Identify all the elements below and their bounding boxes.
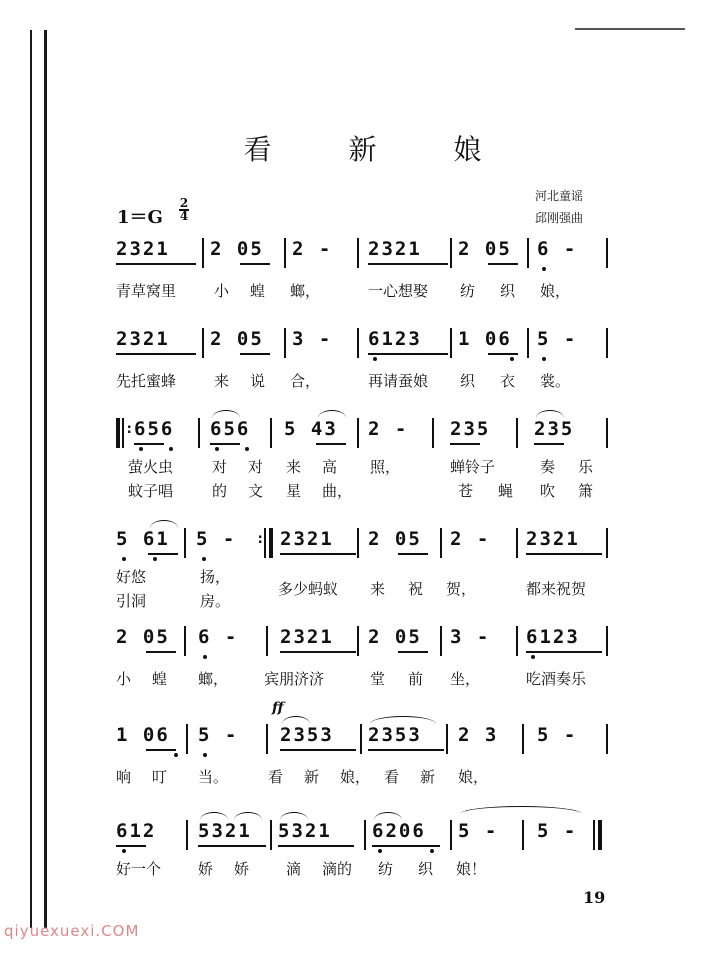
- barline: [186, 820, 188, 850]
- barline: [270, 820, 272, 850]
- measure: 3 -: [292, 328, 333, 350]
- measure: 2 05: [458, 238, 512, 260]
- measure: 612: [116, 820, 157, 842]
- lyric: 房。: [200, 592, 231, 610]
- lyric: 曲，: [322, 482, 353, 500]
- barline: [522, 820, 524, 850]
- lyric: 看: [268, 768, 284, 786]
- underline: [146, 749, 176, 751]
- slur: [200, 812, 228, 820]
- underline: [368, 263, 448, 265]
- measure: 3 -: [450, 626, 491, 648]
- barline: [516, 528, 518, 558]
- measure: 2 05: [116, 626, 170, 648]
- underline: [280, 749, 356, 751]
- lyric: 苍: [458, 482, 474, 500]
- lyric: 贺，: [446, 580, 477, 598]
- measure: 2 -: [450, 528, 491, 550]
- barline: [357, 238, 359, 268]
- slur: [318, 410, 346, 418]
- lyric: 来: [370, 580, 386, 598]
- octave-dot: [122, 557, 126, 561]
- repeat-start-barline: [116, 418, 120, 448]
- lyric: 娇: [198, 860, 214, 878]
- credits: [535, 185, 583, 229]
- lyric: 滴: [286, 860, 302, 878]
- lyric: 萤火虫: [128, 458, 174, 476]
- barline: [202, 238, 204, 268]
- underline: [450, 443, 480, 445]
- octave-dot: [542, 357, 546, 361]
- lyric: 宾朋济济: [264, 670, 325, 688]
- lyric: 的: [212, 482, 228, 500]
- lyric: 娘，: [458, 768, 489, 786]
- barline: [527, 238, 529, 268]
- lyric: 都来祝贺: [526, 580, 587, 598]
- lyric: 螂，: [198, 670, 229, 688]
- lyric: 高: [322, 458, 338, 476]
- lyric: 前: [408, 670, 424, 688]
- octave-dot: [373, 357, 377, 361]
- barline: [184, 528, 186, 558]
- slur: [536, 410, 564, 418]
- measure: 2 05: [368, 626, 422, 648]
- measure: 656: [210, 418, 251, 440]
- measure: 2353: [368, 724, 422, 746]
- barline: [440, 626, 442, 656]
- time-bottom: 4: [179, 208, 189, 223]
- underline: [534, 443, 564, 445]
- octave-dot: [202, 557, 206, 561]
- lyric: 娘，: [540, 282, 571, 300]
- barline: [284, 238, 286, 268]
- octave-dot: [510, 357, 514, 361]
- barline: [357, 418, 359, 448]
- lyric: 滴的: [322, 860, 353, 878]
- octave-dot: [378, 849, 382, 853]
- barline: [186, 724, 188, 754]
- lyric: 蝉铃子: [450, 458, 496, 476]
- measure: 2321: [116, 238, 170, 260]
- barline: [516, 626, 518, 656]
- lyric: 纺: [378, 860, 394, 878]
- lyric: 堂: [370, 670, 386, 688]
- octave-dot: [174, 753, 178, 757]
- barline: [450, 820, 452, 850]
- measure: 1 06: [116, 724, 170, 746]
- song-title: 看 新 娘: [243, 133, 516, 166]
- lyric: 合，: [290, 372, 321, 390]
- lyric: 一心想娶: [368, 282, 429, 300]
- barline: [450, 328, 452, 358]
- slur: [212, 410, 240, 418]
- slur: [234, 812, 262, 820]
- lyric: 星: [286, 482, 302, 500]
- lyricist-credit: 河北童谣: [535, 189, 584, 203]
- lyric: 奏: [540, 458, 556, 476]
- lyric: 响: [116, 768, 132, 786]
- underline: [116, 263, 196, 265]
- measure: 6206: [372, 820, 426, 842]
- repeat-dots: :: [256, 531, 265, 547]
- lyric: 扬，: [200, 568, 231, 586]
- barline: [606, 418, 608, 448]
- measure: 2321: [280, 528, 334, 550]
- underline: [526, 651, 602, 653]
- barline: [360, 724, 362, 754]
- lyric: 来: [286, 458, 302, 476]
- lyric: 叮: [152, 768, 168, 786]
- barline: [522, 724, 524, 754]
- lyric: 多少蚂蚁: [278, 580, 339, 598]
- measure: 2 05: [368, 528, 422, 550]
- slur: [150, 520, 178, 528]
- measure: 1 06: [458, 328, 512, 350]
- slur: [370, 716, 436, 724]
- measure: 5 43: [284, 418, 338, 440]
- underline: [526, 553, 602, 555]
- barline: [440, 528, 442, 558]
- underline: [134, 443, 164, 445]
- barline: [593, 820, 595, 850]
- repeat-dots: :: [125, 421, 134, 437]
- key-signature: 1＝G: [117, 207, 163, 228]
- underline: [278, 845, 354, 847]
- barline: [606, 626, 608, 656]
- barline: [357, 626, 359, 656]
- barline: [284, 328, 286, 358]
- lyric: 新: [304, 768, 320, 786]
- lyric: 再请蚕娘: [368, 372, 429, 390]
- measure: 5 -: [537, 724, 578, 746]
- lyric: 蝇: [498, 482, 514, 500]
- lyric: 当。: [198, 768, 229, 786]
- measure: 5 -: [537, 328, 578, 350]
- lyric: 娇: [234, 860, 250, 878]
- lyric: 纺: [460, 282, 476, 300]
- lyric: 小: [214, 282, 230, 300]
- octave-dot: [203, 655, 207, 659]
- final-barline: [598, 820, 602, 850]
- lyric: 来: [214, 372, 230, 390]
- lyric: 好悠: [116, 568, 147, 586]
- octave-dot: [215, 447, 219, 451]
- watermark: qiyuexuexi.COM: [4, 922, 140, 940]
- slur: [374, 812, 402, 820]
- lyric: 新: [420, 768, 436, 786]
- measure: 6123: [526, 626, 580, 648]
- octave-dot: [203, 753, 207, 757]
- barline: [184, 626, 186, 656]
- underline: [210, 443, 240, 445]
- measure: 2321: [526, 528, 580, 550]
- underline: [398, 553, 428, 555]
- lyric: 引洞: [116, 592, 147, 610]
- octave-dot: [542, 267, 546, 271]
- barline: [266, 626, 268, 656]
- barline: [450, 238, 452, 268]
- measure: 6123: [368, 328, 422, 350]
- lyric: 蝗: [152, 670, 168, 688]
- measure: 5321: [198, 820, 252, 842]
- underline: [280, 651, 356, 653]
- underline: [368, 353, 448, 355]
- barline: [198, 418, 200, 448]
- lyric: 吹: [540, 482, 556, 500]
- underline: [488, 263, 518, 265]
- lyric: 乐: [578, 458, 594, 476]
- lyric: 裳。: [540, 372, 571, 390]
- underline: [316, 443, 346, 445]
- octave-dot: [169, 447, 173, 451]
- lyric: 织: [460, 372, 476, 390]
- lyric: 蝗: [250, 282, 266, 300]
- measure: 2 -: [368, 418, 409, 440]
- underline: [198, 845, 266, 847]
- underline: [368, 749, 444, 751]
- barline: [606, 724, 608, 754]
- barline: [432, 418, 434, 448]
- time-signature: [178, 198, 190, 222]
- lyric: 好一个: [116, 860, 162, 878]
- top-rule: [575, 28, 685, 30]
- lyric: 对: [212, 458, 228, 476]
- measure: 5 61: [116, 528, 170, 550]
- slur: [282, 716, 310, 724]
- barline: [606, 528, 608, 558]
- measure: 5 -: [537, 820, 578, 842]
- measure: 5 -: [198, 724, 239, 746]
- underline: [116, 845, 146, 847]
- underline: [280, 553, 356, 555]
- page-number: 19: [583, 888, 606, 907]
- barline: [122, 418, 124, 448]
- underline: [372, 845, 440, 847]
- lyric: 先托蜜蜂: [116, 372, 177, 390]
- measure: 5 -: [196, 528, 237, 550]
- octave-dot: [430, 849, 434, 853]
- underline: [240, 263, 270, 265]
- measure: 2 05: [210, 238, 264, 260]
- lyric: 螂，: [290, 282, 321, 300]
- barline: [264, 528, 266, 558]
- measure: 2321: [280, 626, 334, 648]
- barline: [606, 328, 608, 358]
- barline: [364, 820, 366, 850]
- measure: 6 -: [537, 238, 578, 260]
- octave-dot: [245, 447, 249, 451]
- lyric: 织: [418, 860, 434, 878]
- lyric: 箫: [578, 482, 594, 500]
- slur: [280, 812, 308, 820]
- underline: [398, 651, 428, 653]
- measure: 2321: [368, 238, 422, 260]
- lyric: 娘！: [456, 860, 487, 878]
- measure: 6 -: [198, 626, 239, 648]
- lyric: 蚊子唱: [128, 482, 174, 500]
- lyric: 坐，: [450, 670, 481, 688]
- barline: [202, 328, 204, 358]
- underline: [148, 553, 178, 555]
- underline: [146, 651, 176, 653]
- measure: 2 05: [210, 328, 264, 350]
- lyric: 小: [116, 670, 132, 688]
- measure: 235: [534, 418, 575, 440]
- lyric: 祝: [408, 580, 424, 598]
- underline: [116, 353, 196, 355]
- lyric: 文: [248, 482, 264, 500]
- barline: [357, 528, 359, 558]
- time-top: 2: [179, 196, 189, 210]
- octave-dot: [531, 655, 535, 659]
- underline: [488, 353, 518, 355]
- measure: 5321: [278, 820, 332, 842]
- octave-dot: [153, 557, 157, 561]
- lyric: 娘，: [340, 768, 371, 786]
- lyric: 织: [500, 282, 516, 300]
- slur: [460, 806, 582, 814]
- octave-dot: [122, 849, 126, 853]
- barline: [527, 328, 529, 358]
- measure: 2321: [116, 328, 170, 350]
- measure: 656: [134, 418, 175, 440]
- measure: 5 -: [458, 820, 499, 842]
- barline: [270, 418, 272, 448]
- octave-dot: [139, 447, 143, 451]
- barline: [606, 238, 608, 268]
- measure: 2 3: [458, 724, 499, 746]
- measure: 235: [450, 418, 491, 440]
- barline: [516, 418, 518, 448]
- composer-credit: 邱刚强曲: [535, 211, 584, 225]
- measure: 2 -: [292, 238, 333, 260]
- lyric: 青草窝里: [116, 282, 177, 300]
- lyric: 对: [248, 458, 264, 476]
- barline: [266, 724, 268, 754]
- barline: [357, 328, 359, 358]
- lyric: 说: [250, 372, 266, 390]
- dynamic-marking: ff: [272, 700, 284, 716]
- lyric: 吃酒奏乐: [526, 670, 587, 688]
- lyric: 照，: [370, 458, 401, 476]
- lyric: 衣: [500, 372, 516, 390]
- underline: [240, 353, 270, 355]
- barline: [446, 724, 448, 754]
- lyric: 看: [384, 768, 400, 786]
- repeat-end-barline: [269, 528, 273, 558]
- measure: 2353: [280, 724, 334, 746]
